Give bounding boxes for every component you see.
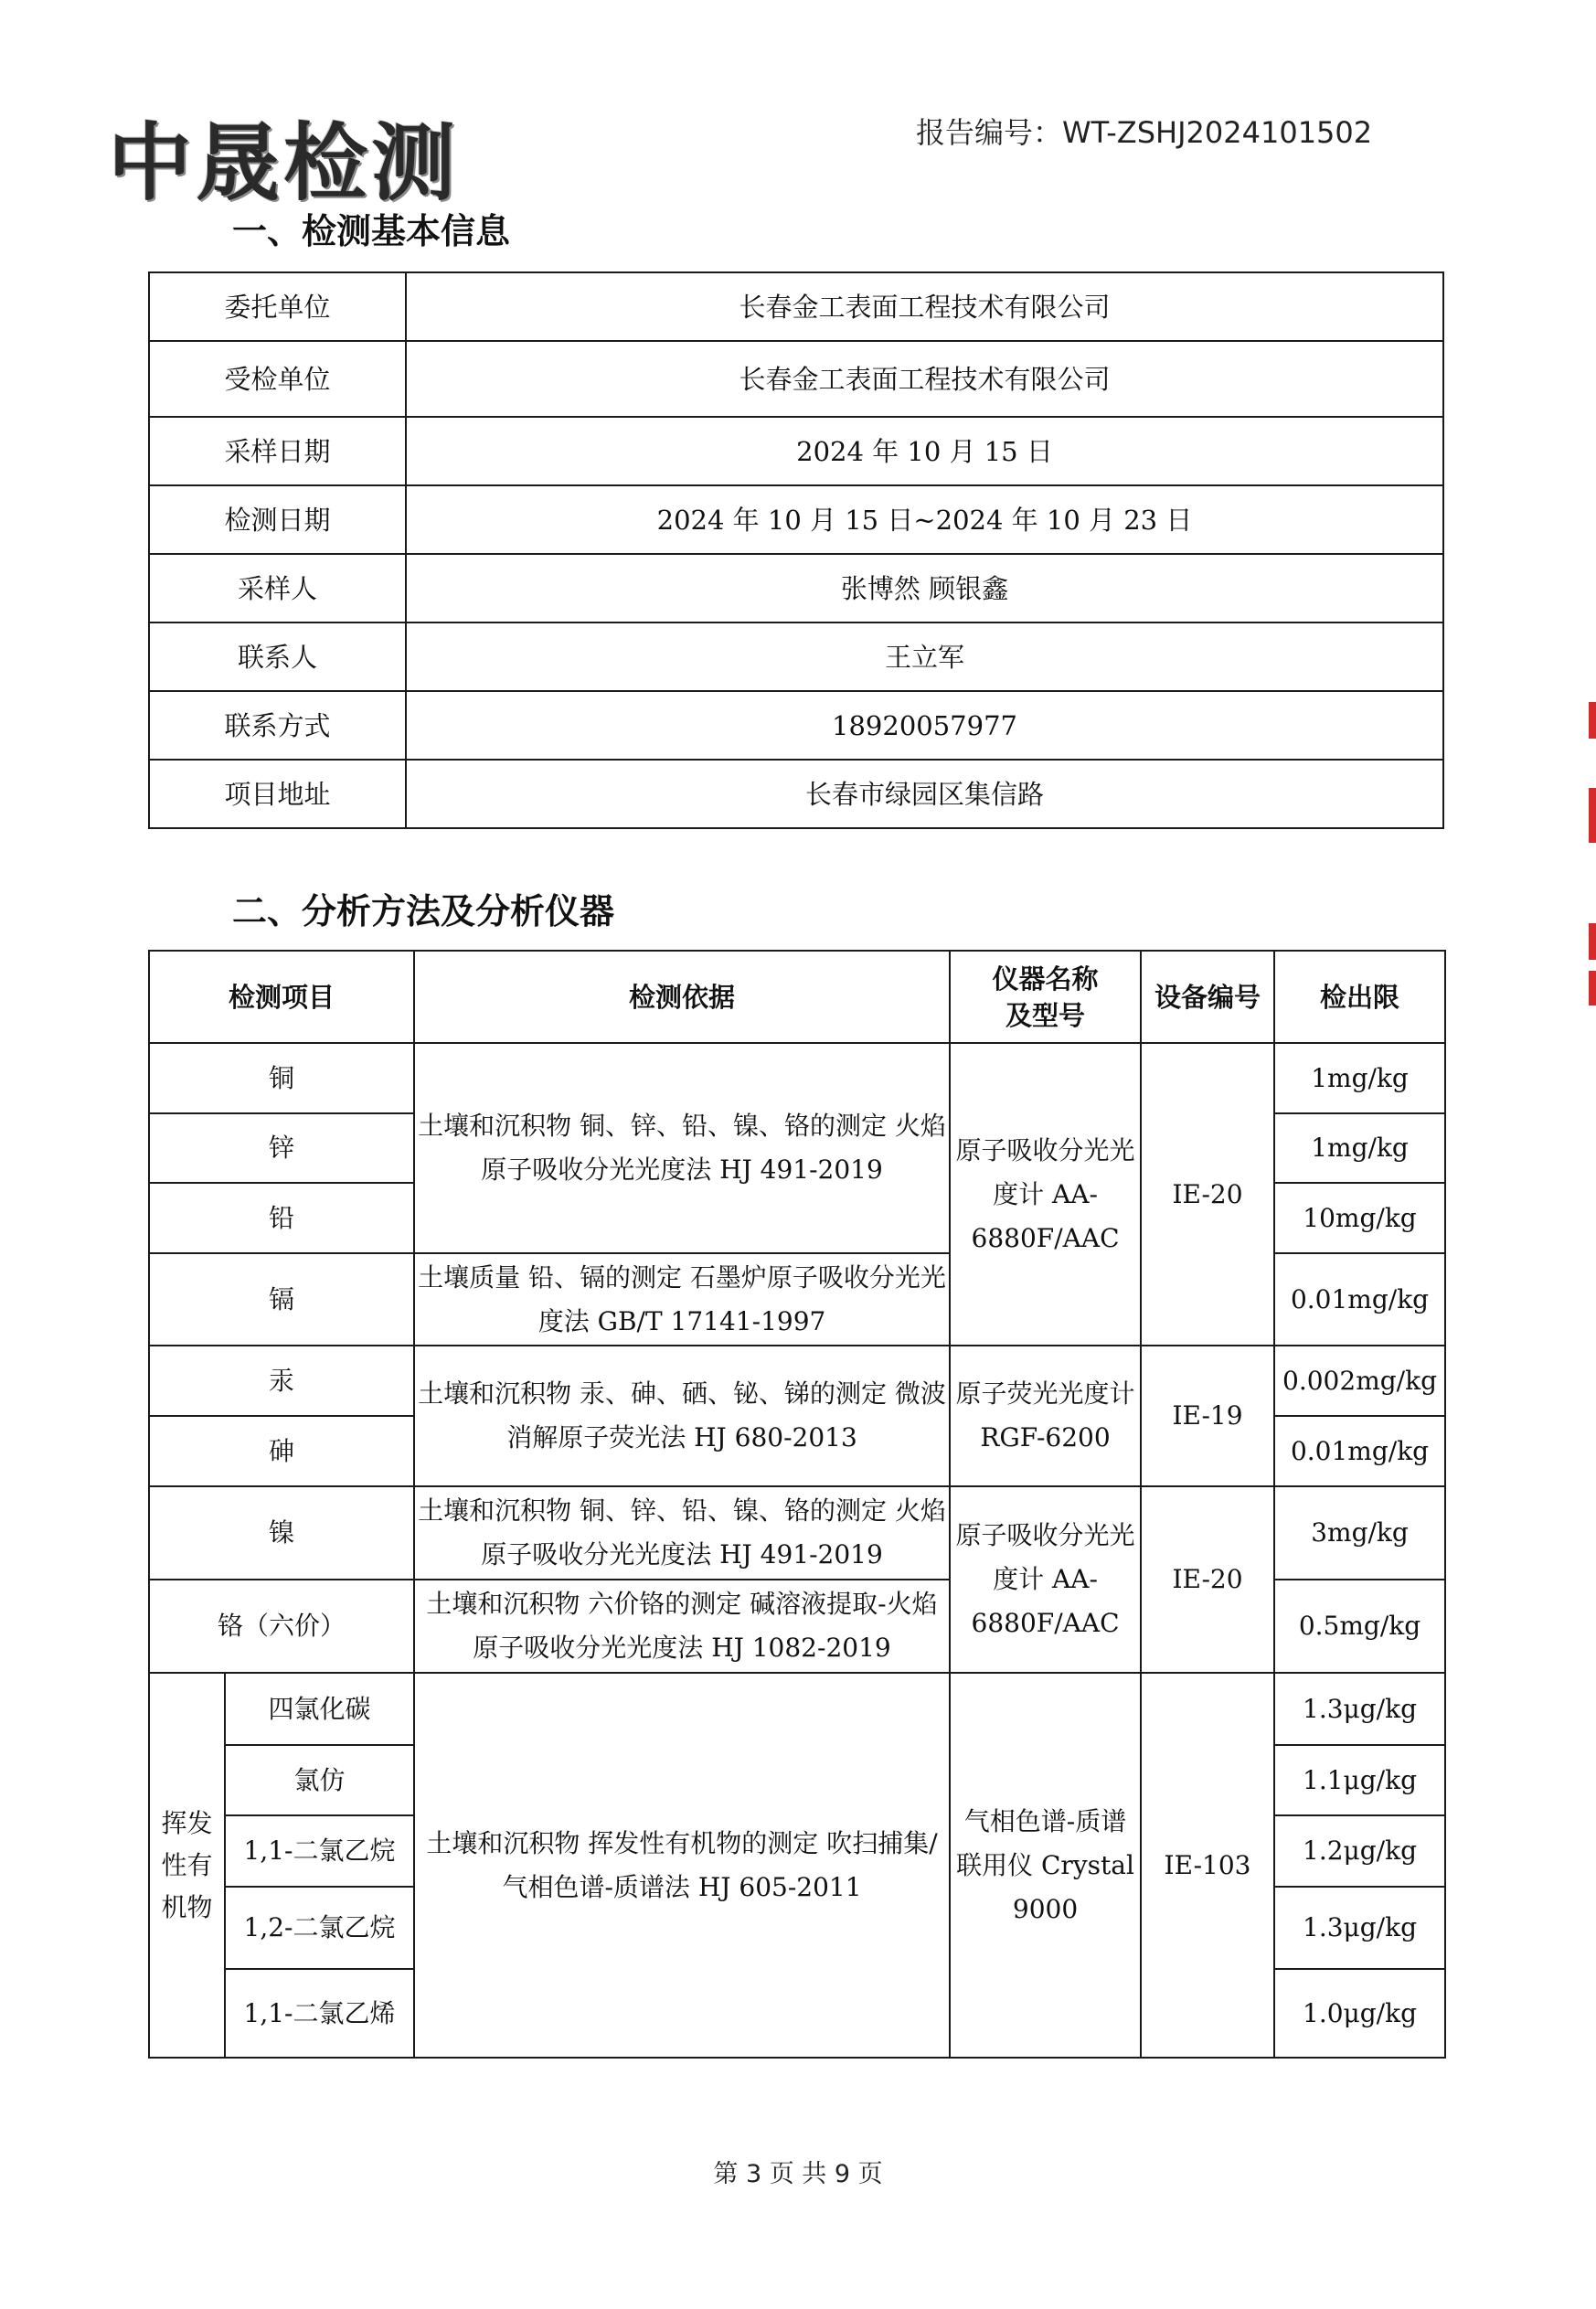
info-value: 18920057977	[406, 691, 1443, 760]
method-basis: 土壤和沉积物 六价铬的测定 碱溶液提取-火焰原子吸收分光光度法 HJ 1082-2019	[414, 1580, 950, 1673]
info-value: 长春金工表面工程技术有限公司	[406, 341, 1443, 417]
item-name: 镍	[149, 1486, 414, 1580]
item-name: 砷	[149, 1416, 414, 1486]
table-row	[149, 1346, 1445, 1416]
info-label: 委托单位	[149, 272, 406, 341]
equipment-number: IE-103	[1141, 1673, 1274, 2058]
equipment-number: IE-20	[1141, 1486, 1274, 1673]
table-row	[149, 272, 1443, 341]
table-row	[149, 1486, 1445, 1580]
info-value: 2024 年 10 月 15 日	[406, 417, 1443, 485]
header-instrument: 仪器名称及型号	[950, 951, 1141, 1043]
detection-limit: 1.1μg/kg	[1274, 1745, 1445, 1815]
table-row	[149, 417, 1443, 485]
seal-edge-mark	[1589, 702, 1596, 739]
detection-limit: 1.2μg/kg	[1274, 1815, 1445, 1887]
voc-group-label: 挥发性有机物	[149, 1673, 225, 2058]
table-row	[149, 1673, 1445, 1745]
seal-edge-mark	[1589, 971, 1596, 1006]
table-header-row	[149, 951, 1445, 1043]
analysis-methods-table	[148, 950, 1446, 2059]
item-name: 铬（六价）	[149, 1580, 414, 1673]
section-title-methods: 二、分析方法及分析仪器	[232, 891, 615, 931]
detection-limit: 3mg/kg	[1274, 1486, 1445, 1580]
item-name: 1,1-二氯乙烯	[225, 1969, 414, 2058]
header-basis: 检测依据	[414, 951, 950, 1043]
detection-limit: 1.0μg/kg	[1274, 1969, 1445, 2058]
company-logo: 中晟检测	[108, 114, 460, 212]
header-equipment-no: 设备编号	[1141, 951, 1274, 1043]
info-value: 张博然 顾银鑫	[406, 554, 1443, 622]
item-name: 氯仿	[225, 1745, 414, 1815]
header-limit: 检出限	[1274, 951, 1445, 1043]
info-value: 2024 年 10 月 15 日~2024 年 10 月 23 日	[406, 485, 1443, 554]
method-basis: 土壤和沉积物 汞、砷、硒、铋、锑的测定 微波消解原子荧光法 HJ 680-2013	[414, 1346, 950, 1486]
info-label: 项目地址	[149, 760, 406, 828]
item-name: 四氯化碳	[225, 1673, 414, 1745]
instrument-name: 原子吸收分光光度计 AA-6880F/AAC	[950, 1486, 1141, 1673]
detection-limit: 1mg/kg	[1274, 1113, 1445, 1183]
table-row	[149, 622, 1443, 691]
table-row	[149, 1043, 1445, 1113]
item-name: 汞	[149, 1346, 414, 1416]
method-basis: 土壤质量 铅、镉的测定 石墨炉原子吸收分光光度法 GB/T 17141-1997	[414, 1253, 950, 1346]
detection-limit: 0.01mg/kg	[1274, 1416, 1445, 1486]
detection-limit: 1mg/kg	[1274, 1043, 1445, 1113]
info-label: 联系方式	[149, 691, 406, 760]
page-number: 第 3 页 共 9 页	[713, 2160, 883, 2188]
item-name: 铜	[149, 1043, 414, 1113]
equipment-number: IE-20	[1141, 1043, 1274, 1346]
item-name: 镉	[149, 1253, 414, 1346]
detection-limit: 0.01mg/kg	[1274, 1253, 1445, 1346]
report-number: 报告编号：WT-ZSHJ2024101502	[916, 115, 1373, 150]
instrument-name: 原子吸收分光光度计 AA-6880F/AAC	[950, 1043, 1141, 1346]
detection-limit: 1.3μg/kg	[1274, 1673, 1445, 1745]
info-label: 联系人	[149, 622, 406, 691]
detection-limit: 0.002mg/kg	[1274, 1346, 1445, 1416]
seal-edge-mark	[1589, 923, 1596, 960]
table-row	[149, 341, 1443, 417]
method-basis: 土壤和沉积物 铜、锌、铅、镍、铬的测定 火焰原子吸收分光光度法 HJ 491-2019	[414, 1043, 950, 1253]
instrument-name: 原子荧光光度计 RGF-6200	[950, 1346, 1141, 1486]
equipment-number: IE-19	[1141, 1346, 1274, 1486]
info-value: 长春市绿园区集信路	[406, 760, 1443, 828]
item-name: 锌	[149, 1113, 414, 1183]
section-title-basic-info: 一、检测基本信息	[232, 211, 511, 251]
item-name: 1,1-二氯乙烷	[225, 1815, 414, 1887]
info-label: 受检单位	[149, 341, 406, 417]
header-item: 检测项目	[149, 951, 414, 1043]
instrument-name: 气相色谱-质谱联用仪 Crystal 9000	[950, 1673, 1141, 2058]
table-row	[149, 554, 1443, 622]
table-row	[149, 485, 1443, 554]
info-value: 王立军	[406, 622, 1443, 691]
seal-edge-mark	[1589, 788, 1596, 843]
table-row	[149, 691, 1443, 760]
info-value: 长春金工表面工程技术有限公司	[406, 272, 1443, 341]
detection-limit: 0.5mg/kg	[1274, 1580, 1445, 1673]
info-label: 采样日期	[149, 417, 406, 485]
method-basis: 土壤和沉积物 铜、锌、铅、镍、铬的测定 火焰原子吸收分光光度法 HJ 491-2019	[414, 1486, 950, 1580]
item-name: 1,2-二氯乙烷	[225, 1887, 414, 1969]
basic-info-table	[148, 271, 1444, 829]
method-basis: 土壤和沉积物 挥发性有机物的测定 吹扫捕集/气相色谱-质谱法 HJ 605-2011	[414, 1673, 950, 2058]
item-name: 铅	[149, 1183, 414, 1253]
table-row	[149, 760, 1443, 828]
info-label: 采样人	[149, 554, 406, 622]
detection-limit: 10mg/kg	[1274, 1183, 1445, 1253]
info-label: 检测日期	[149, 485, 406, 554]
detection-limit: 1.3μg/kg	[1274, 1887, 1445, 1969]
